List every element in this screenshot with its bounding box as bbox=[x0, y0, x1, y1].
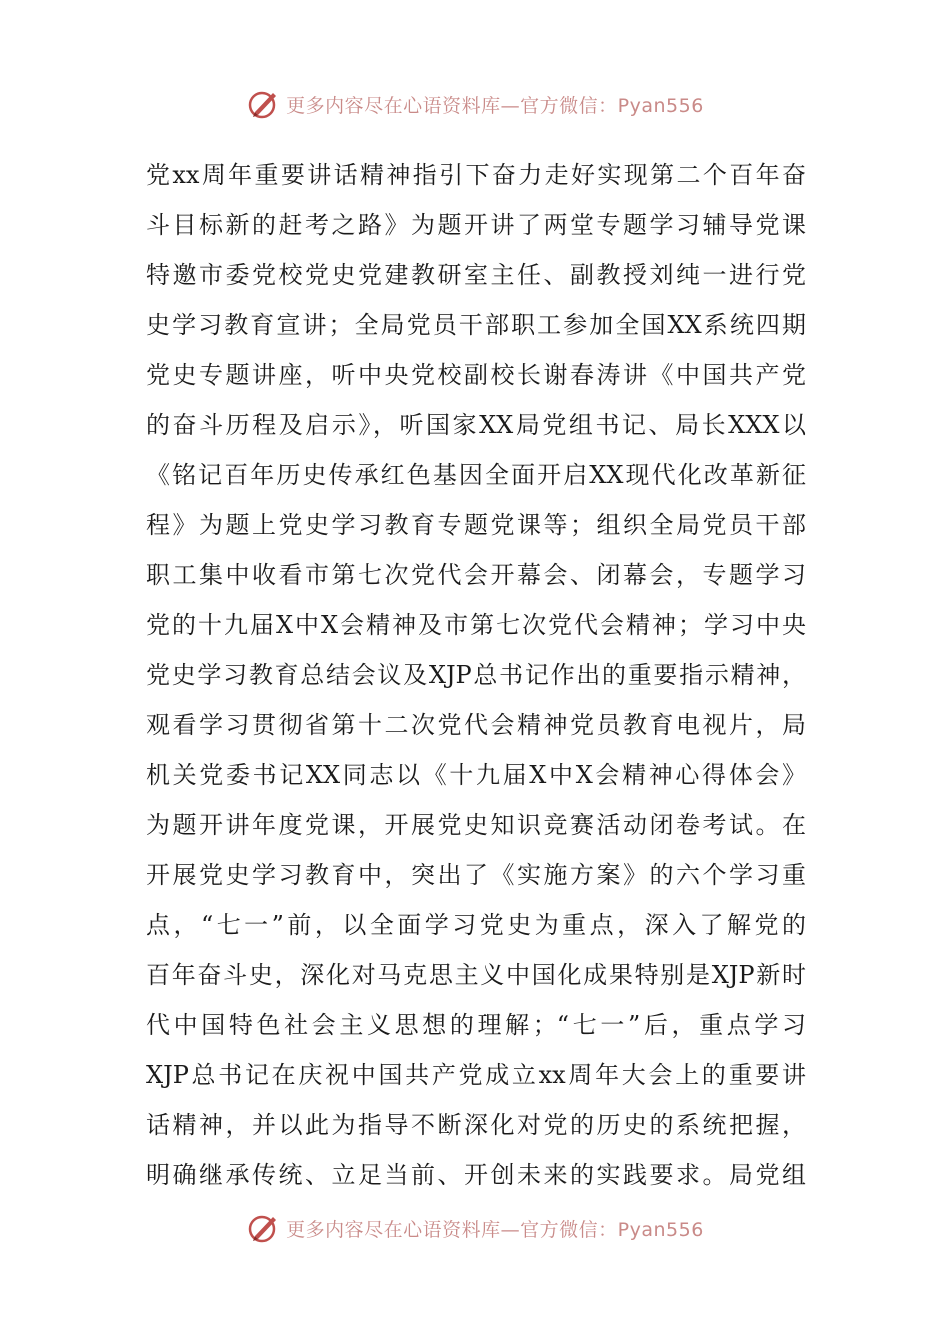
footer-banner-text: 更多内容尽在心语资料库—官方微信： bbox=[286, 1218, 618, 1241]
body-line: 点，“七一”前，以全面学习党史为重点，深入了解党的 bbox=[146, 911, 806, 939]
body-line: 职工集中收看市第七次党代会开幕会、闭幕会，专题学习 bbox=[146, 561, 806, 589]
body-line: XJP总书记在庆祝中国共产党成立xx周年大会上的重要讲 bbox=[146, 1061, 806, 1089]
body-line: 话精神，并以此为指导不断深化对党的历史的系统把握， bbox=[146, 1111, 806, 1139]
body-line: 特邀市委党校党史党建教研室主任、副教授刘纯一进行党 bbox=[146, 261, 806, 289]
body-line: 开展党史学习教育中，突出了《实施方案》的六个学习重 bbox=[146, 861, 806, 889]
body-line: 党史专题讲座，听中央党校副校长谢春涛讲《中国共产党 bbox=[146, 361, 806, 389]
body-line: 程》为题上党史学习教育专题党课等；组织全局党员干部 bbox=[146, 511, 806, 539]
body-line: 党xx周年重要讲话精神指引下奋力走好实现第二个百年奋 bbox=[146, 161, 806, 189]
header-banner bbox=[0, 84, 950, 124]
body-line: 斗目标新的赶考之路》为题开讲了两堂专题学习辅导党课 bbox=[146, 211, 806, 239]
body-line: 明确继承传统、立足当前、开创未来的实践要求。局党组 bbox=[146, 1161, 806, 1189]
body-line: 《铭记百年历史传承红色基因全面开启XX现代化改革新征 bbox=[146, 461, 806, 489]
body-line: 机关党委书记XX同志以《十九届X中X会精神心得体会》 bbox=[146, 761, 806, 789]
body-line: 史学习教育宣讲；全局党员干部职工参加全国XX系统四期 bbox=[146, 311, 806, 339]
document-body bbox=[146, 150, 806, 1200]
pen-logo-icon bbox=[246, 87, 280, 121]
body-line: 的奋斗历程及启示》，听国家XX局党组书记、局长XXX以 bbox=[146, 411, 806, 439]
body-line: 为题开讲年度党课，开展党史知识竞赛活动闭卷考试。在 bbox=[146, 811, 806, 839]
header-banner-text: 更多内容尽在心语资料库—官方微信： bbox=[286, 94, 618, 117]
pen-logo-icon bbox=[246, 1211, 280, 1245]
body-line: 观看学习贯彻省第十二次党代会精神党员教育电视片，局 bbox=[146, 711, 806, 739]
header-wechat-id: Pyan556 bbox=[617, 94, 704, 117]
body-line: 党史学习教育总结会议及XJP总书记作出的重要指示精神， bbox=[146, 661, 806, 689]
body-line: 党的十九届X中X会精神及市第七次党代会精神；学习中央 bbox=[146, 611, 806, 639]
body-line: 代中国特色社会主义思想的理解；“七一”后，重点学习 bbox=[146, 1011, 806, 1039]
footer-banner bbox=[0, 1208, 950, 1248]
footer-wechat-id: Pyan556 bbox=[617, 1218, 704, 1241]
body-line: 百年奋斗史，深化对马克思主义中国化成果特别是XJP新时 bbox=[146, 961, 806, 989]
